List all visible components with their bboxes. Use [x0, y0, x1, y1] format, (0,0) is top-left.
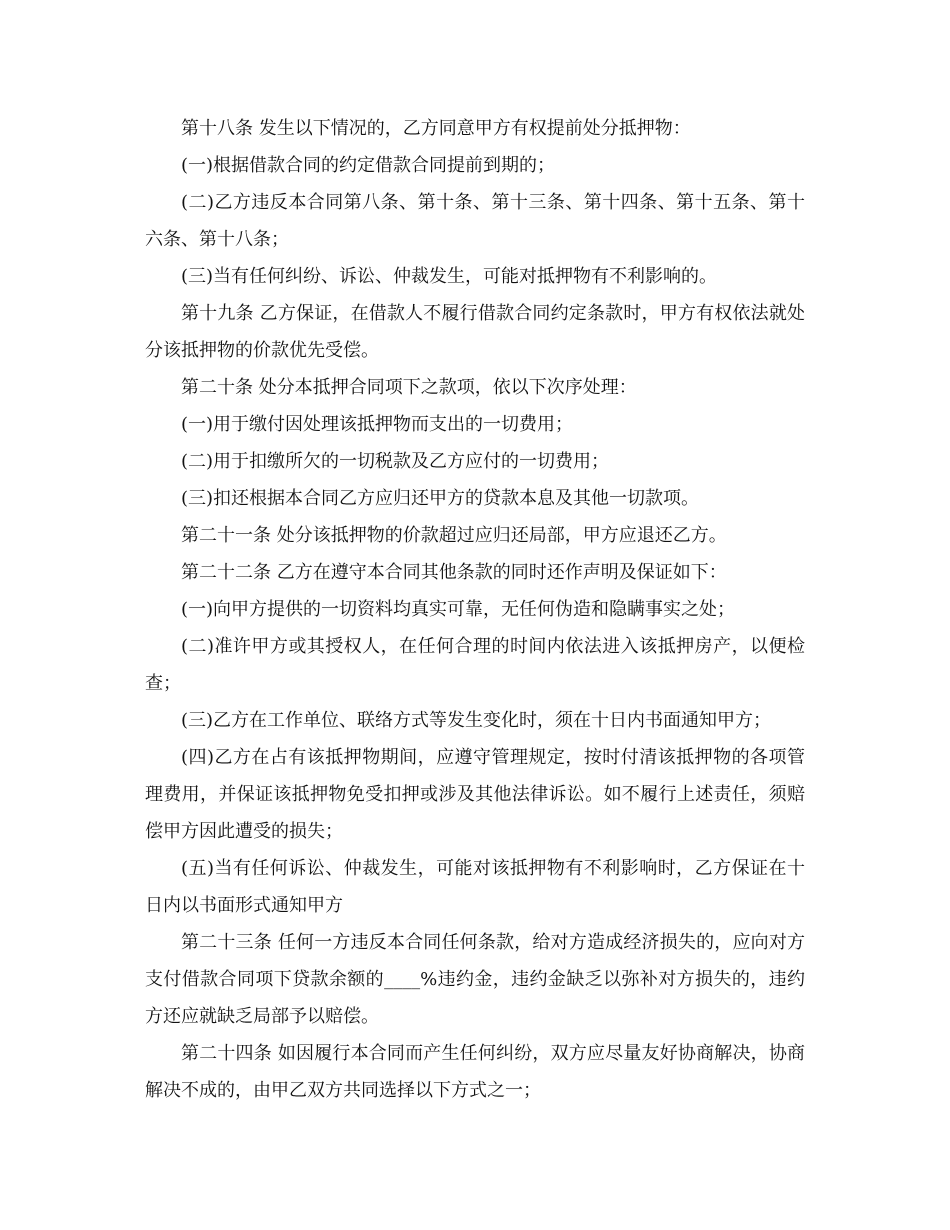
clause-22-item-2: (二)准许甲方或其授权人，在任何合理的时间内依法进入该抵押房产，以便检查；	[145, 636, 805, 694]
clause-20-item-2: (二)用于扣缴所欠的一切税款及乙方应付的一切费用；	[181, 451, 610, 472]
clause-22-item-4: (四)乙方在占有该抵押物期间，应遵守管理规定，按时付清该抵押物的各项管理费用，并保证该抵押物免受扣押或涉及其他法律诉讼。如不履行上述责任，须赔偿甲方因此遭受的损失；	[145, 747, 805, 842]
clause-18-heading: 第十八条 发生以下情况的，乙方同意甲方有权提前处分抵押物：	[181, 118, 691, 139]
clause-20-item-3: (三)扣还根据本合同乙方应归还甲方的贷款本息及其他一切款项。	[181, 488, 700, 509]
clause-20-item-1: (一)用于缴付因处理该抵押物而支出的一切费用；	[181, 414, 574, 435]
clause-22-heading: 第二十二条 乙方在遵守本合同其他条款的同时还作声明及保证如下：	[181, 562, 727, 583]
contract-page	[145, 110, 805, 1109]
clause-22-item-5: (五)当有任何诉讼、仲裁发生，可能对该抵押物有不利影响时，乙方保证在十日内以书面形式通知甲方	[145, 858, 805, 916]
clause-22-item-1: (一)向甲方提供的一切资料均真实可靠，无任何伪造和隐瞒事实之处；	[181, 599, 736, 620]
clause-19: 第十九条 乙方保证，在借款人不履行借款合同约定条款时，甲方有权依法就处分该抵押物的价款优先受偿。	[145, 303, 805, 361]
clause-18-item-2: (二)乙方违反本合同第八条、第十条、第十三条、第十四条、第十五条、第十六条、第十八条；	[145, 192, 805, 250]
clause-24: 第二十四条 如因履行本合同而产生任何纠纷，双方应尽量友好协商解决，协商解决不成的，由甲乙双方共同选择以下方式之一；	[145, 1043, 805, 1101]
clause-18-item-3: (三)当有任何纠纷、诉讼、仲裁发生，可能对抵押物有不利影响的。	[181, 266, 718, 287]
clause-23: 第二十三条 任何一方违反本合同任何条款，给对方造成经济损失的，应向对方支付借款合同项下贷款余额的____%违约金，违约金缺乏以弥补对方损失的，违约方还应就缺乏局部予以赔偿。	[145, 932, 805, 1027]
clause-20-heading: 第二十条 处分本抵押合同项下之款项，依以下次序处理：	[181, 377, 637, 398]
clause-22-item-3: (三)乙方在工作单位、联络方式等发生变化时，须在十日内书面通知甲方；	[181, 710, 772, 731]
clause-18-item-1: (一)根据借款合同的约定借款合同提前到期的；	[181, 155, 556, 176]
clause-21: 第二十一条 处分该抵押物的价款超过应归还局部，甲方应退还乙方。	[181, 525, 727, 546]
